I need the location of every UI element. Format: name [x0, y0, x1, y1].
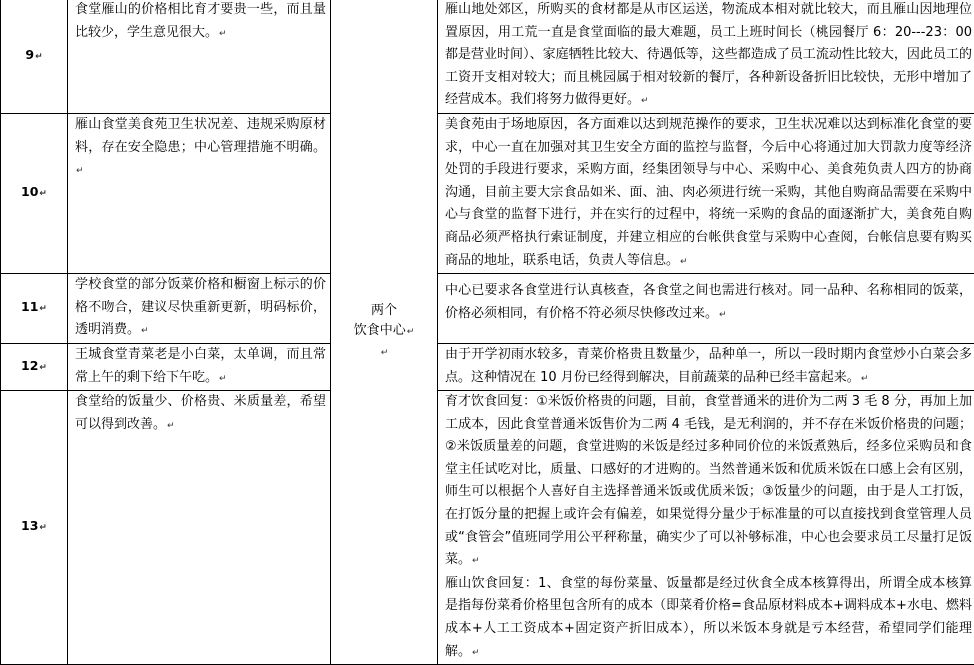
- row-number-cell: 11↵: [1, 274, 68, 344]
- row-number: 9: [25, 47, 34, 62]
- complaint-text: 食堂给的饭量少、价格贵、米质量差，希望可以得到改善。: [75, 394, 326, 432]
- reply-paragraph: 育才饮食回复：①米饭价格贵的问题，目前，食堂普通米的进价为二两 3 毛 8 分，再加上加工成本，因此食堂普通米饭售价为二两 4 毛钱，是无利润的，并不存在米饭价格贵的问题；②米饭质量差的问题，食堂进购的米饭是经过多种同价位的米饭煮熟后，经多位采购员和食堂主任试吃对比，质量、口感好的才进购的。当然普通米饭和优质米饭在口感上会有区别，师生可以根据个人喜好自主选择普通米饭或优质米饭；③饭量少的问题，由于是人工打饭，在打饭分量的把握上或许会有偏差，如果觉得分量少于标准量的可以直接找到食堂管理人员或“食管会”值班同学用公平秤称量，确实少了可以补够标准，中心也会要求员工尽量打足饭菜。↵: [445, 391, 972, 573]
- row-number-cell: 13↵: [1, 391, 68, 665]
- reply-text: 雁山饮食回复：1、食堂的每份菜量、饭量都是经过伙食全成本核算得出，所谓全成本核算是指每份菜肴价格里包含所有的成本（即菜肴价格=食品原材料成本+调料成本+水电、燃料成本+人工工资成本+固定资产折旧成本），所以米饭本身就是亏本经营，希望同学们能理解。: [445, 576, 972, 659]
- row-number: 11: [21, 299, 38, 314]
- reply-text: 中心已要求各食堂进行认真核查，各食堂之间也需进行核对。同一品种、名称相同的饭菜，价格必须相同，有价格不符必须尽快修改过来。: [445, 283, 972, 321]
- complaint-cell: 学校食堂的部分饭菜价格和橱窗上标示的价格不吻合，建议尽快重新更新，明码标价，透明消费。↵: [68, 274, 331, 344]
- complaint-text: 食堂雁山的价格相比育才要贵一些，而且量比较少，学生意见很大。: [75, 2, 326, 40]
- complaint-cell: 雁山食堂美食苑卫生状况差、违规采购原材料，存在安全隐患；中心管理措施不明确。↵: [68, 113, 331, 273]
- complaint-text: 学校食堂的部分饭菜价格和橱窗上标示的价格不吻合，建议尽快重新更新，明码标价，透明消费。: [75, 277, 326, 337]
- reply-text: 美食苑由于场地原因，各方面难以达到规范操作的要求，卫生状况难以达到标准化食堂的要求，中心一直在加强对其卫生安全方面的监控与监督，今后中心将通过加大罚款力度等经济处罚的手段进行要求，采购方面，经集团领导与中心、采购中心、美食苑负责人四方的协商沟通，目前主要大宗食品如米、面、油、肉必须进行统一采购，其他自购商品需要在采购中心与食堂的监督下进行，并在实行的过程中，将统一采购的食品的面逐渐扩大，美食苑自购商品必须严格执行索证制度，并建立相应的台帐供食堂与采购中心查阅，台帐信息要有购买商品的地址，联系电话，负责人等信息。: [445, 117, 972, 268]
- table-row: [1, 113, 974, 273]
- complaint-text: 雁山食堂美食苑卫生状况差、违规采购原材料，存在安全隐患；中心管理措施不明确。: [75, 117, 326, 155]
- row-number-cell: 10↵: [1, 113, 68, 273]
- row-number: 10: [21, 184, 38, 199]
- table-row: [1, 274, 974, 344]
- table-row: [1, 391, 974, 665]
- complaint-cell: 王城食堂青菜老是小白菜，太单调，而且常常上午的剩下给下午吃。↵: [68, 343, 331, 390]
- reply-paragraph: 雁山饮食回复：1、食堂的每份菜量、饭量都是经过伙食全成本核算得出，所谓全成本核算是指每份菜肴价格里包含所有的成本（即菜肴价格=食品原材料成本+调料成本+水电、燃料成本+人工工资成本+固定资产折旧成本），所以米饭本身就是亏本经营，希望同学们能理解。↵: [445, 573, 972, 664]
- reply-text: 雁山地处郊区，所购买的食材都是从市区运送，物流成本相对就比较大，而且雁山因地理位置原因，用工荒一直是食堂面临的最大难题，员工上班时间长（桃园餐厅 6：20---23：00 都是营业时间）、家庭牺牲比较大、待遇低等，这些都造成了员工流动性比较大，因此员工的工资开支相对较大；而且桃园属于相对较新的餐厅，各种新设备折旧比较快，无形中增加了经营成本。我们将努力做得更好。: [445, 2, 972, 107]
- table-row: [1, 343, 974, 390]
- reply-cell: 雁山地处郊区，所购买的食材都是从市区运送，物流成本相对就比较大，而且雁山因地理位置原因，用工荒一直是食堂面临的最大难题，员工上班时间长（桃园餐厅 6：20---23：00 都是营业时间）、家庭牺牲比较大、待遇低等，这些都造成了员工流动性比较大，因此员工的工资开支相对较大；而且桃园属于相对较新的餐厅，各种新设备折旧比较快，无形中增加了经营成本。我们将努力做得更好。↵: [438, 0, 974, 113]
- department-line-2: 饮食中心: [354, 323, 406, 338]
- reply-cell: 中心已要求各食堂进行认真核查，各食堂之间也需进行核对。同一品种、名称相同的饭菜，价格必须相同，有价格不符必须尽快修改过来。↵: [438, 274, 974, 344]
- reply-cell: 美食苑由于场地原因，各方面难以达到规范操作的要求，卫生状况难以达到标准化食堂的要求，中心一直在加强对其卫生安全方面的监控与监督，今后中心将通过加大罚款力度等经济处罚的手段进行要求，采购方面，经集团领导与中心、采购中心、美食苑负责人四方的协商沟通，目前主要大宗食品如米、面、油、肉必须进行统一采购，其他自购商品需要在采购中心与食堂的监督下进行，并在实行的过程中，将统一采购的食品的面逐渐扩大，美食苑自购商品必须严格执行索证制度，并建立相应的台帐供食堂与采购中心查阅，台帐信息要有购买商品的地址，联系电话，负责人等信息。↵: [438, 113, 974, 273]
- row-number-cell: 9↵: [1, 0, 68, 113]
- complaint-text: 王城食堂青菜老是小白菜，太单调，而且常常上午的剩下给下午吃。: [75, 347, 326, 385]
- reply-text: 育才饮食回复：①米饭价格贵的问题，目前，食堂普通米的进价为二两 3 毛 8 分，再加上加工成本，因此食堂普通米饭售价为二两 4 毛钱，是无利润的，并不存在米饭价格贵的问题；②米饭质量差的问题，食堂进购的米饭是经过多种同价位的米饭煮熟后，经多位采购员和食堂主任试吃对比，质量、口感好的才进购的。当然普通米饭和优质米饭在口感上会有区别，师生可以根据个人喜好自主选择普通米饭或优质米饭；③饭量少的问题，由于是人工打饭，在打饭分量的把握上或许会有偏差，如果觉得分量少于标准量的可以直接找到食堂管理人员或“食管会”值班同学用公平秤称量，确实少了可以补够标准，中心也会要求员工尽量打足饭菜。: [445, 394, 972, 567]
- department-line-1: 两个: [371, 303, 397, 318]
- complaint-cell: 食堂雁山的价格相比育才要贵一些，而且量比较少，学生意见很大。↵: [68, 0, 331, 113]
- complaint-cell: 食堂给的饭量少、价格贵、米质量差，希望可以得到改善。↵: [68, 391, 331, 665]
- row-number-cell: 12↵: [1, 343, 68, 390]
- department-cell: 两个 饮食中心↵ ↵: [331, 0, 438, 665]
- reply-cell: [438, 391, 974, 665]
- row-number: 12: [21, 358, 38, 373]
- reply-text: 由于开学初雨水较多，青菜价格贵且数量少，品种单一，所以一段时期内食堂炒小白菜会多点。这种情况在 10 月份已经得到解决，目前蔬菜的品种已经丰富起来。: [445, 347, 972, 385]
- row-number: 13: [21, 518, 38, 533]
- reply-cell: 由于开学初雨水较多，青菜价格贵且数量少，品种单一，所以一段时期内食堂炒小白菜会多点。这种情况在 10 月份已经得到解决，目前蔬菜的品种已经丰富起来。↵: [438, 343, 974, 390]
- table-row: [1, 0, 974, 113]
